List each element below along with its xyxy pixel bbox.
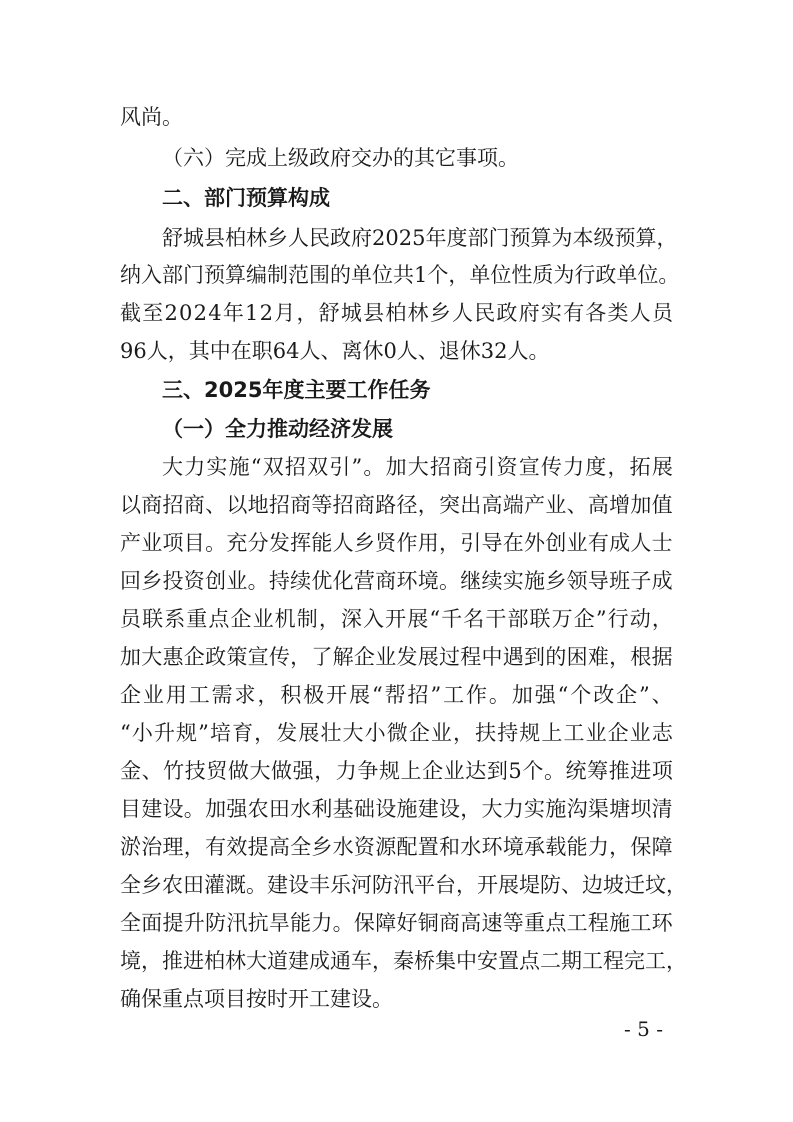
subsection-heading: （一）全力推动经济发展 xyxy=(162,416,393,441)
paragraph-line: 风尚。 xyxy=(120,105,183,129)
paragraph-line: 员 联 系 重 点 企 业 机 制 ， 深 入 开 展 “ 千 名 干 部 联 万 企 ” 行 动 ， xyxy=(120,607,673,631)
section-heading: 二、部门预算构成 xyxy=(162,186,330,210)
list-item: （六）完成上级政府交办的其它事项。 xyxy=(162,146,519,170)
section-heading: 三、2025年度主要工作任务 xyxy=(162,378,431,402)
paragraph-line: 全 面 提 升 防 汛 抗 旱 能 力 。 保 障 好 铜 商 高 速 等 重 点 工 程 施 工 环 xyxy=(120,911,673,935)
paragraph-line: 截 至 2 0 2 4 年 1 2 月 ， 舒 城 县 柏 林 乡 人 民 政 府 实 有 各 类 人 员 xyxy=(120,301,673,325)
paragraph-line: 金 、 竹 技 贸 做 大 做 强 ， 力 争 规 上 企 业 达 到 5 个 。 统 筹 推 进 项 xyxy=(120,759,673,783)
paragraph-line: 淤 治 理 ， 有 效 提 高 全 乡 水 资 源 配 置 和 水 环 境 承 载 能 力 ， 保 障 xyxy=(120,835,673,859)
paragraph-line: 全 乡 农 田 灌 溉 。 建 设 丰 乐 河 防 汛 平 台 ， 开 展 堤 防 、 边 坡 迁 坟 ， xyxy=(120,873,687,897)
paragraph-line: 企 业 用 工 需 求 ， 积 极 开 展 “ 帮 招 ” 工 作 。 加 强 “ 个 改 企 ” 、 xyxy=(120,683,673,707)
paragraph-line: 确保重点项目按时开工建设。 xyxy=(120,987,393,1011)
paragraph-line: 境 ， 推 进 柏 林 大 道 建 成 通 车 ， 秦 桥 集 中 安 置 点 二 期 工 程 完 工 ， xyxy=(120,949,687,973)
paragraph-line: 96人，其中在职64人、离休0人、退休32人。 xyxy=(120,339,550,363)
paragraph-line: 目 建 设 。 加 强 农 田 水 利 基 础 设 施 建 设 ， 大 力 实 施 沟 渠 塘 坝 清 xyxy=(120,797,673,821)
page-number: - 5 - xyxy=(624,1017,663,1041)
paragraph-line: 大 力 实 施 “ 双 招 双 引 ” 。 加 大 招 商 引 资 宣 传 力 度 ， 拓 展 xyxy=(162,455,673,479)
paragraph-line: 舒 城 县 柏 林 乡 人 民 政 府 2 0 2 5 年 度 部 门 预 算 为 本 级 预 算 ， xyxy=(162,226,678,250)
paragraph-line: “ 小 升 规 ” 培 育 ， 发 展 壮 大 小 微 企 业 ， 扶 持 规 上 工 业 企 业 志 xyxy=(120,721,673,745)
paragraph-line: 以 商 招 商 、 以 地 招 商 等 招 商 路 径 ， 突 出 高 端 产 业 、 高 增 加 值 xyxy=(120,493,673,517)
paragraph-line: 加 大 惠 企 政 策 宣 传 ， 了 解 企 业 发 展 过 程 中 遇 到 的 困 难 ， 根 据 xyxy=(120,645,673,669)
paragraph-line: 纳 入 部 门 预 算 编 制 范 围 的 单 位 共 1 个 ， 单 位 性 质 为 行 政 单 位 。 xyxy=(120,263,680,287)
paragraph-line: 产 业 项 目 。 充 分 发 挥 能 人 乡 贤 作 用 ， 引 导 在 外 创 业 有 成 人 士 xyxy=(120,531,673,555)
paragraph-line: 回 乡 投 资 创 业 。 持 续 优 化 营 商 环 境 。 继 续 实 施 乡 领 导 班 子 成 xyxy=(120,569,673,593)
